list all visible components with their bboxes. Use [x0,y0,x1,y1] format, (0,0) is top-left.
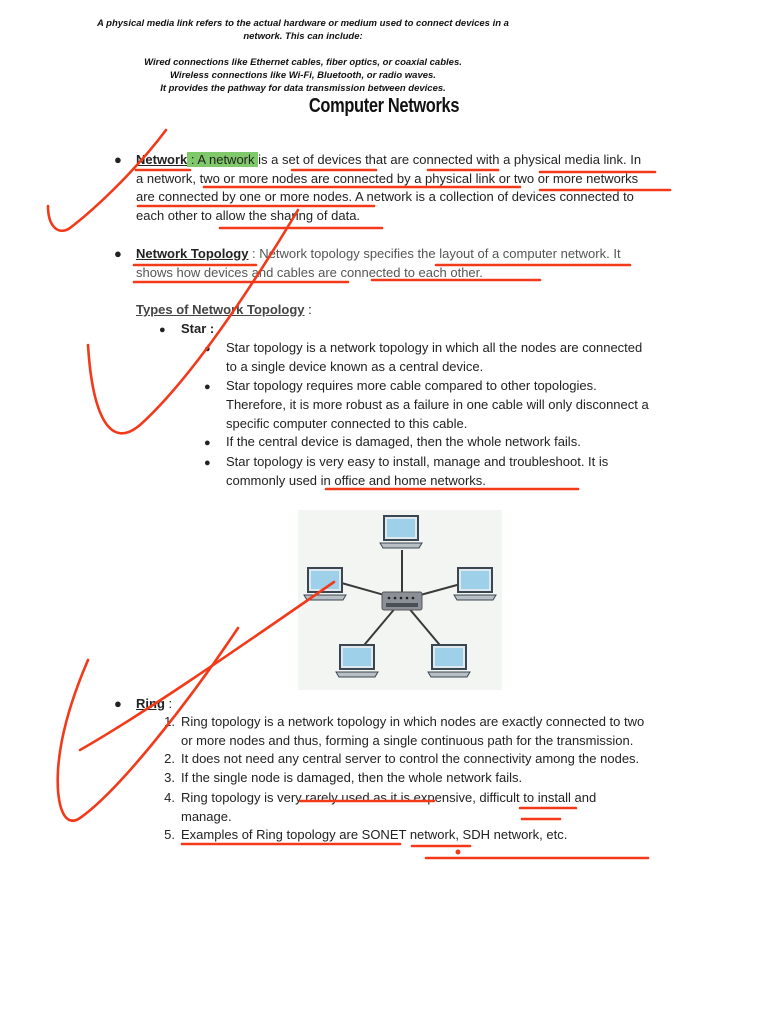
bullet-icon: ● [114,152,122,167]
bullet-icon: ● [204,437,211,449]
bullet-icon: ● [204,381,211,393]
topology-text: : Network topology specifies the layout of a computer network. It [248,246,621,261]
star-item-line: commonly used in office and home networks. [226,472,486,488]
network-highlight: : A network [187,152,259,167]
types-heading-text: Types of Network Topology [136,302,305,317]
star-item-2 [204,377,686,433]
laptop-icon [304,568,346,600]
ring-item-line: Ring topology is very rarely used as it is expensive, difficult to install and [181,790,597,805]
network-line: each other to allow the sharing of data. [136,207,361,223]
network-line-1 [136,151,696,170]
bullet-icon: ● [114,246,122,261]
ring-item-2 [164,750,640,769]
intro-line: It provides the pathway for data transmission between devices. [160,83,446,94]
red-dot [456,850,461,855]
topology-line-1 [136,245,696,264]
star-label-text: Star : [181,321,215,336]
star-topology-illustration [298,510,502,690]
hub-icon [382,592,422,610]
network-line: are connected by one or more nodes. A network is a collection of devices connected to [136,189,634,205]
topology-term: Network Topology [136,246,249,261]
bullet-icon: ● [204,343,211,355]
page-title: Computer Networks [308,95,460,117]
list-number: 1. [164,714,175,729]
laptop-icon [454,568,496,600]
topology-definition [114,245,696,282]
ring-label [114,695,173,714]
ring-item-line: It does not need any central server to control the connectivity among the nodes. [181,751,640,766]
star-item-4 [204,453,686,491]
intro-line: network. This can include: [243,31,363,42]
ring-item-line: or more nodes and thus, forming a single continuous path for the transmission. [181,732,634,748]
list-number: 2. [164,751,175,766]
ring-item-5 [164,826,568,845]
ring-item-4 [164,789,597,827]
star-label [159,320,215,339]
intro-line: Wireless connections like Wi-Fi, Bluetooth, or radio waves. [170,70,436,81]
star-item-line: Star topology is a network topology in which all the nodes are connected [226,340,643,355]
intro-note [60,17,546,95]
intro-line: Wired connections like Ethernet cables, fiber optics, or coaxial cables. [144,57,462,68]
types-heading [136,301,312,320]
intro-line: A physical media link refers to the actual hardware or medium used to connect devices in a [97,18,509,29]
laptop-icon [380,516,422,548]
list-number: 3. [164,770,175,785]
ring-item-line: Ring topology is a network topology in which nodes are exactly connected to two [181,714,645,729]
ring-item-1 [164,713,645,751]
star-item-line: Star topology is very easy to install, manage and troubleshoot. It is [226,454,609,469]
network-definition [114,151,696,225]
topology-line-2: shows how devices and cables are connected to each other. [136,264,483,280]
star-item-line: Star topology requires more cable compared to other topologies. [226,378,597,393]
laptop-icon [428,645,470,677]
network-term: Network [136,152,188,167]
network-line: a network, two or more nodes are connected by a physical link or two or more networks [136,170,639,186]
star-item-line: to a single device known as a central device. [226,358,484,374]
star-topology-diagram [298,510,502,690]
ring-item-line: If the single node is damaged, then the whole network fails. [181,770,523,785]
ring-item-line: manage. [181,808,232,824]
types-colon: : [304,302,312,317]
ring-colon: : [164,696,173,711]
list-number: 5. [164,827,175,842]
bullet-icon: ● [204,457,211,469]
list-number: 4. [164,790,175,805]
ring-item-line: Examples of Ring topology are SONET network, SDH network, etc. [181,827,568,842]
ring-item-3 [164,769,523,788]
star-item-line: specific computer connected to this cable. [226,415,468,431]
star-item-3 [204,433,686,452]
star-item-1 [204,339,686,377]
intro-line [60,43,546,56]
star-item-line: If the central device is damaged, then the whole network fails. [226,434,581,449]
star-item-line: Therefore, it is more robust as a failure in one cable will only disconnect a [226,396,649,412]
bullet-icon: ● [159,324,166,336]
network-text: is a set of devices that are connected with a physical media link. In [258,152,642,167]
laptop-icon [336,645,378,677]
bullet-icon: ● [114,696,122,711]
ring-label-text: Ring [136,696,165,711]
